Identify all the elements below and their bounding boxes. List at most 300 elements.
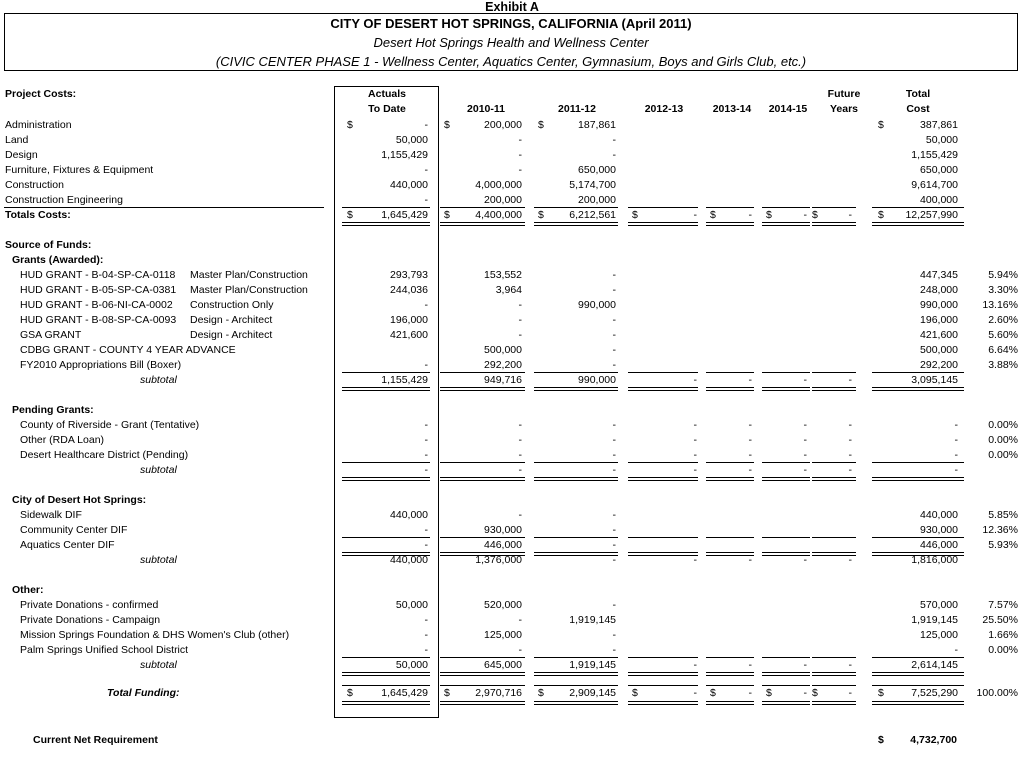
section-heading <box>0 238 1024 253</box>
cell-value: 949,716 <box>484 374 522 386</box>
table-row <box>0 598 1024 613</box>
cell-value: - <box>424 434 428 446</box>
cell-value: 292,200 <box>484 359 522 371</box>
double-rule <box>872 222 964 226</box>
cell-value: - <box>803 659 807 671</box>
column-rule <box>872 685 964 686</box>
cell-value: - <box>424 119 428 131</box>
years-header: Years <box>829 103 859 115</box>
row-label: Desert Healthcare District (Pending) <box>20 449 189 461</box>
cell-value: 421,600 <box>920 329 958 341</box>
dollar-sign: $ <box>710 209 716 221</box>
table-row <box>0 686 1024 701</box>
row-label: HUD GRANT - B-06-NI-CA-0002 <box>20 299 173 311</box>
cell-value: 440,000 <box>390 179 428 191</box>
row-label: Administration <box>5 119 72 131</box>
cell-value: - <box>424 194 428 206</box>
percent-value: 6.64% <box>988 344 1018 356</box>
row-label: Total Funding: <box>107 687 180 699</box>
cell-value: - <box>848 659 852 671</box>
cell-value: 125,000 <box>920 629 958 641</box>
row-label: CDBG GRANT - COUNTY 4 YEAR ADVANCE <box>20 344 236 356</box>
column-rule <box>872 207 964 208</box>
cell-value: - <box>424 419 428 431</box>
double-rule <box>762 701 810 705</box>
cell-value: - <box>612 314 616 326</box>
row-label: Construction Engineering <box>5 194 123 206</box>
column-rule <box>440 462 525 463</box>
cell-value: - <box>803 449 807 461</box>
cell-value: 12,257,990 <box>905 209 958 221</box>
column-rule <box>812 372 856 373</box>
double-rule <box>440 387 525 391</box>
row-label: Totals Costs: <box>5 209 71 221</box>
cell-value: 1,645,429 <box>381 687 428 699</box>
table-row <box>0 328 1024 343</box>
cell-value: - <box>803 464 807 476</box>
double-rule <box>812 672 856 676</box>
double-rule <box>762 552 810 556</box>
row-label: Other: <box>12 584 44 596</box>
cell-value: 421,600 <box>390 329 428 341</box>
double-rule <box>872 701 964 705</box>
row-description: Design - Architect <box>190 314 273 326</box>
cell-value: - <box>518 149 522 161</box>
double-rule <box>812 552 856 556</box>
row-label: Palm Springs Unified School District <box>20 644 189 656</box>
cell-value: 1,645,429 <box>381 209 428 221</box>
row-label: HUD GRANT - B-08-SP-CA-0093 <box>20 314 177 326</box>
row-description: Master Plan/Construction <box>190 284 308 296</box>
row-description: Design - Architect <box>190 329 273 341</box>
column-rule <box>812 685 856 686</box>
cell-value: - <box>612 464 616 476</box>
column-rule <box>534 657 618 658</box>
cell-value: 6,212,561 <box>569 209 616 221</box>
exhibit-label: Exhibit A <box>485 0 539 14</box>
cell-value: 293,793 <box>390 269 428 281</box>
row-label: subtotal <box>140 374 177 386</box>
double-rule <box>706 222 754 226</box>
table-row <box>0 628 1024 643</box>
cell-value: - <box>612 539 616 551</box>
percent-value: 100.00% <box>976 687 1018 699</box>
cell-value: 500,000 <box>484 344 522 356</box>
row-label: HUD GRANT - B-05-SP-CA-0381 <box>20 284 177 296</box>
table-row <box>0 508 1024 523</box>
cell-value: - <box>612 149 616 161</box>
cell-value: 440,000 <box>920 509 958 521</box>
row-label: subtotal <box>140 659 177 671</box>
column-rule <box>762 207 810 208</box>
column-rule <box>440 685 525 686</box>
double-rule <box>440 222 525 226</box>
cell-value: - <box>748 449 752 461</box>
column-rule <box>706 207 754 208</box>
column-rule <box>628 207 698 208</box>
total-header: Total <box>905 88 931 100</box>
cell-value: - <box>424 644 428 656</box>
table-row <box>0 418 1024 433</box>
cell-value: - <box>424 629 428 641</box>
column-rule <box>762 372 810 373</box>
cell-value: 3,095,145 <box>911 374 958 386</box>
percent-value: 12.36% <box>982 524 1018 536</box>
cell-value: 187,861 <box>578 119 616 131</box>
dollar-sign: $ <box>632 209 638 221</box>
row-label: subtotal <box>140 554 177 566</box>
cell-value: 446,000 <box>920 539 958 551</box>
column-rule <box>342 657 430 658</box>
double-rule <box>342 701 430 705</box>
cell-value: - <box>612 449 616 461</box>
cell-value: - <box>848 449 852 461</box>
dollar-sign: $ <box>878 209 884 221</box>
cell-value: 1,919,145 <box>569 659 616 671</box>
table-row <box>0 298 1024 313</box>
cell-value: - <box>848 434 852 446</box>
actuals-header: Actuals <box>368 88 406 100</box>
cell-value: 446,000 <box>484 539 522 551</box>
cell-value: 1,155,429 <box>381 374 428 386</box>
column-rule <box>812 537 856 538</box>
cell-value: - <box>612 524 616 536</box>
year-2010-11-header: 2010-11 <box>467 103 505 115</box>
percent-value: 5.94% <box>988 269 1018 281</box>
subtotal-row <box>0 658 1024 673</box>
cell-value: 2,909,145 <box>569 687 616 699</box>
column-rule <box>440 207 525 208</box>
cell-value: 1,919,145 <box>569 614 616 626</box>
cost-header: Cost <box>906 103 930 115</box>
year-2013-14-header: 2013-14 <box>712 103 752 115</box>
cell-value: - <box>612 554 616 566</box>
cell-value: - <box>693 687 697 699</box>
cell-value: 400,000 <box>920 194 958 206</box>
double-rule <box>762 387 810 391</box>
cell-value: 153,552 <box>484 269 522 281</box>
cell-value: - <box>748 419 752 431</box>
row-label: Design <box>5 149 38 161</box>
double-rule <box>440 701 525 705</box>
column-rule <box>534 685 618 686</box>
cell-value: - <box>518 164 522 176</box>
row-label: Community Center DIF <box>20 524 128 536</box>
double-rule <box>534 552 618 556</box>
net-requirement-dollar-sign: $ <box>878 734 884 746</box>
column-rule <box>628 685 698 686</box>
double-rule <box>342 672 430 676</box>
row-label: HUD GRANT - B-04-SP-CA-0118 <box>20 269 176 281</box>
column-rule <box>534 207 618 208</box>
table-row <box>0 268 1024 283</box>
dollar-sign: $ <box>812 687 818 699</box>
cell-value: 440,000 <box>390 509 428 521</box>
row-label: Private Donations - Campaign <box>20 614 161 626</box>
cell-value: 4,000,000 <box>475 179 522 191</box>
table-row <box>0 148 1024 163</box>
row-label: Private Donations - confirmed <box>20 599 159 611</box>
cell-value: 650,000 <box>920 164 958 176</box>
double-rule <box>762 672 810 676</box>
section-heading <box>0 403 1024 418</box>
double-rule <box>534 701 618 705</box>
subtotal-row <box>0 463 1024 478</box>
dollar-sign: $ <box>766 687 772 699</box>
table-row <box>0 208 1024 223</box>
cell-value: 930,000 <box>920 524 958 536</box>
cell-value: 248,000 <box>920 284 958 296</box>
row-label: City of Desert Hot Springs: <box>12 494 147 506</box>
cell-value: - <box>612 644 616 656</box>
column-rule <box>628 537 698 538</box>
column-rule <box>872 657 964 658</box>
column-rule <box>706 537 754 538</box>
cell-value: - <box>518 329 522 341</box>
dollar-sign: $ <box>444 119 450 131</box>
row-label: County of Riverside - Grant (Tentative) <box>20 419 200 431</box>
cell-value: - <box>518 464 522 476</box>
dollar-sign: $ <box>766 209 772 221</box>
table-row <box>0 343 1024 358</box>
year-2014-15-header: 2014-15 <box>768 103 808 115</box>
percent-value: 2.60% <box>988 314 1018 326</box>
double-rule <box>440 552 525 556</box>
row-label: Pending Grants: <box>12 404 94 416</box>
column-rule <box>872 372 964 373</box>
cell-value: - <box>424 524 428 536</box>
cell-value: - <box>424 299 428 311</box>
column-rule <box>628 372 698 373</box>
cell-value: 3,964 <box>495 284 522 296</box>
cell-value: 387,861 <box>920 119 958 131</box>
row-label: Mission Springs Foundation & DHS Women's Club (other) <box>20 629 290 641</box>
column-rule <box>534 537 618 538</box>
cell-value: - <box>612 599 616 611</box>
cell-value: - <box>803 554 807 566</box>
double-rule <box>440 477 525 481</box>
column-rule <box>342 685 430 686</box>
cell-value: 50,000 <box>395 134 428 146</box>
cell-value: 990,000 <box>578 374 616 386</box>
column-rule <box>628 657 698 658</box>
dollar-sign: $ <box>538 209 544 221</box>
cell-value: - <box>424 614 428 626</box>
cell-value: 930,000 <box>484 524 522 536</box>
cell-value: - <box>693 449 697 461</box>
percent-value: 5.93% <box>988 539 1018 551</box>
cell-value: - <box>424 464 428 476</box>
row-label: Source of Funds: <box>5 239 92 251</box>
cell-value: 1,816,000 <box>911 554 958 566</box>
row-label: Other (RDA Loan) <box>20 434 105 446</box>
double-rule <box>762 477 810 481</box>
column-rule <box>872 537 964 538</box>
cell-value: - <box>612 269 616 281</box>
cell-value: 440,000 <box>390 554 428 566</box>
dollar-sign: $ <box>632 687 638 699</box>
cell-value: - <box>693 554 697 566</box>
column-rule <box>342 537 430 538</box>
row-label: Land <box>5 134 29 146</box>
cell-value: - <box>748 687 752 699</box>
cell-value: 650,000 <box>578 164 616 176</box>
cell-value: 200,000 <box>484 119 522 131</box>
cell-value: - <box>518 614 522 626</box>
cell-value: - <box>518 509 522 521</box>
project-costs-heading: Project Costs: <box>5 88 77 100</box>
dollar-sign: $ <box>812 209 818 221</box>
column-rule <box>342 462 430 463</box>
double-rule <box>628 552 698 556</box>
percent-value: 3.88% <box>988 359 1018 371</box>
column-rule <box>812 462 856 463</box>
title-box <box>4 13 1018 71</box>
column-rule <box>762 462 810 463</box>
cell-value: - <box>848 464 852 476</box>
column-rule <box>812 207 856 208</box>
dollar-sign: $ <box>347 209 353 221</box>
double-rule <box>628 701 698 705</box>
cell-value: - <box>424 359 428 371</box>
table-row <box>0 163 1024 178</box>
dollar-sign: $ <box>878 687 884 699</box>
double-rule <box>812 222 856 226</box>
cell-value: - <box>612 134 616 146</box>
cell-value: - <box>954 434 958 446</box>
cell-value: 5,174,700 <box>569 179 616 191</box>
column-rule <box>440 657 525 658</box>
cell-value: 990,000 <box>578 299 616 311</box>
cell-value: 570,000 <box>920 599 958 611</box>
double-rule <box>872 477 964 481</box>
cell-value: - <box>748 374 752 386</box>
cell-value: - <box>612 359 616 371</box>
table-row <box>0 643 1024 658</box>
cell-value: - <box>518 134 522 146</box>
year-2011-12-header: 2011-12 <box>558 103 596 115</box>
double-rule <box>534 477 618 481</box>
double-rule <box>342 477 430 481</box>
double-rule <box>628 387 698 391</box>
cell-value: - <box>693 374 697 386</box>
column-rule <box>342 207 430 208</box>
row-label: subtotal <box>140 464 177 476</box>
table-row <box>0 523 1024 538</box>
dollar-sign: $ <box>347 687 353 699</box>
cell-value: 1,155,429 <box>911 149 958 161</box>
net-requirement-value: 4,732,700 <box>910 734 957 746</box>
cell-value: - <box>612 344 616 356</box>
double-rule <box>812 387 856 391</box>
cell-value: - <box>848 554 852 566</box>
cell-value: 2,614,145 <box>911 659 958 671</box>
cell-value: - <box>424 449 428 461</box>
table-row <box>0 118 1024 133</box>
percent-value: 0.00% <box>988 449 1018 461</box>
double-rule <box>706 387 754 391</box>
cell-value: - <box>803 687 807 699</box>
column-rule <box>872 462 964 463</box>
row-label: Sidewalk DIF <box>20 509 82 521</box>
cell-value: 447,345 <box>920 269 958 281</box>
double-rule <box>628 222 698 226</box>
cell-value: - <box>954 419 958 431</box>
cell-value: 9,614,700 <box>911 179 958 191</box>
cell-value: - <box>954 449 958 461</box>
double-rule <box>628 477 698 481</box>
cell-value: 1,155,429 <box>381 149 428 161</box>
cell-value: - <box>518 299 522 311</box>
to-date-header: To Date <box>368 103 406 115</box>
column-rule <box>762 685 810 686</box>
table-row <box>0 358 1024 373</box>
cell-value: - <box>693 209 697 221</box>
cell-value: - <box>848 687 852 699</box>
column-rule <box>534 462 618 463</box>
net-requirement-label: Current Net Requirement <box>33 734 158 746</box>
percent-value: 13.16% <box>982 299 1018 311</box>
cell-value: - <box>612 419 616 431</box>
column-rule <box>812 657 856 658</box>
cell-value: 292,200 <box>920 359 958 371</box>
double-rule <box>762 222 810 226</box>
cell-value: 244,036 <box>390 284 428 296</box>
cell-value: 990,000 <box>920 299 958 311</box>
cell-value: 645,000 <box>484 659 522 671</box>
cell-value: - <box>693 434 697 446</box>
section-heading <box>0 253 1024 268</box>
percent-value: 3.30% <box>988 284 1018 296</box>
cell-value: - <box>748 464 752 476</box>
table-row <box>0 448 1024 463</box>
percent-value: 7.57% <box>988 599 1018 611</box>
cell-value: - <box>518 314 522 326</box>
future-header: Future <box>827 88 861 100</box>
percent-value: 25.50% <box>982 614 1018 626</box>
cell-value: 4,400,000 <box>475 209 522 221</box>
cell-value: - <box>693 419 697 431</box>
column-rule <box>706 372 754 373</box>
dollar-sign: $ <box>444 209 450 221</box>
cell-value: 50,000 <box>395 659 428 671</box>
cell-value: 125,000 <box>484 629 522 641</box>
double-rule <box>534 672 618 676</box>
table-row <box>0 433 1024 448</box>
year-2012-13-header: 2012-13 <box>644 103 684 115</box>
double-rule <box>440 672 525 676</box>
percent-value: 0.00% <box>988 434 1018 446</box>
column-rule <box>706 657 754 658</box>
row-label: GSA GRANT <box>20 329 82 341</box>
cell-value: - <box>424 539 428 551</box>
row-label: Furniture, Fixtures & Equipment <box>5 164 154 176</box>
cell-value: - <box>518 449 522 461</box>
section-heading <box>0 493 1024 508</box>
cell-value: - <box>954 644 958 656</box>
cell-value: 520,000 <box>484 599 522 611</box>
page-subtitle-detail: (CIVIC CENTER PHASE 1 - Wellness Center, Aquatics Center, Gymnasium, Boys and Girls Club, etc.) <box>215 54 807 69</box>
cell-value: 200,000 <box>578 194 616 206</box>
table-row <box>0 178 1024 193</box>
page-title: CITY OF DESERT HOT SPRINGS, CALIFORNIA (April 2011) <box>330 16 692 31</box>
column-rule <box>342 372 430 373</box>
cell-value: - <box>612 329 616 341</box>
double-rule <box>706 552 754 556</box>
double-rule <box>342 387 430 391</box>
page-subtitle: Desert Hot Springs Health and Wellness Center <box>373 35 649 50</box>
column-rule <box>706 685 754 686</box>
